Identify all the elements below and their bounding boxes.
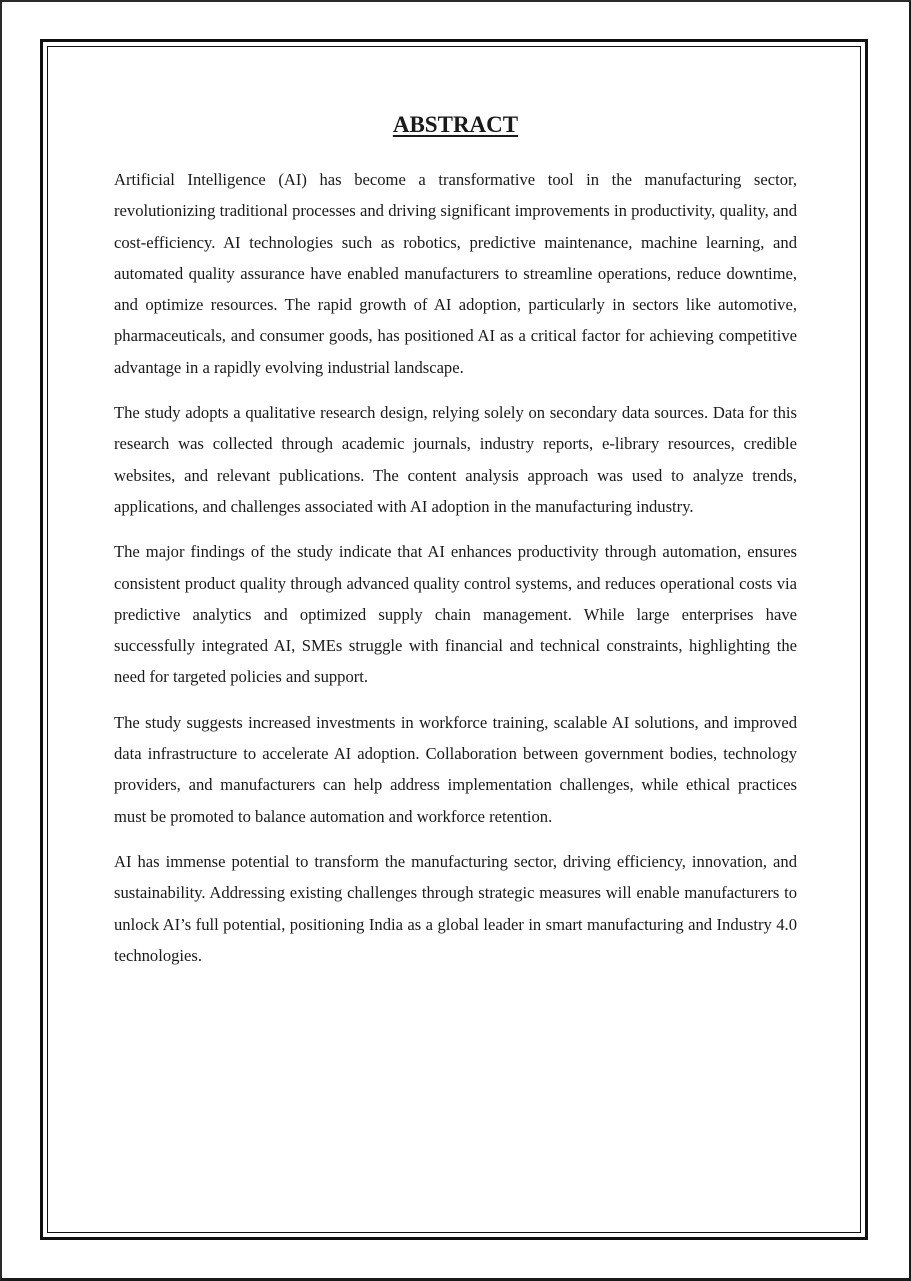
abstract-paragraph-1: Artificial Intelligence (AI) has become a transformative tool in the manufacturing sector, revolutionizing traditional processes and driving significant improvements in productivity, quality, and cost-efficiency. AI technologies such as robotics, predictive maintenance, machine learning, and automated quality assurance have enabled manufacturers to streamline operations, reduce downtime, and optimize resources. The rapid growth of AI adoption, particularly in sectors like automotive, pharmaceuticals, and consumer goods, has positioned AI as a critical factor for achieving competitive advantage in a rapidly evolving industrial landscape. (114, 170, 797, 377)
abstract-title: ABSTRACT (392, 112, 519, 137)
abstract-paragraph-2: The study adopts a qualitative research design, relying solely on secondary data sources. Data for this research was collected through academic journals, industry reports, e-library resources, credible websites, and relevant publications. The content analysis approach was used to analyze trends, applications, and challenges associated with AI adoption in the manufacturing industry. (114, 403, 797, 516)
abstract-content (114, 108, 797, 985)
abstract-paragraph-4: The study suggests increased investments in workforce training, scalable AI solutions, and improved data infrastructure to accelerate AI adoption. Collaboration between government bodies, technology providers, and manufacturers can help address implementation challenges, while ethical practices must be promoted to balance automation and workforce retention. (114, 712, 797, 826)
abstract-paragraph-5: AI has immense potential to transform the manufacturing sector, driving efficiency, innovation, and sustainability. Addressing existing challenges through strategic measures will enable manufacturers to unlock AI’s full potential, positioning India as a global leader in smart manufacturing and Industry 4.0 technologies. (114, 851, 797, 965)
abstract-paragraph-3: The major findings of the study indicate that AI enhances productivity through automation, ensures consistent product quality through advanced quality control systems, and reduces operational costs via predictive analytics and optimized supply chain management. While large enterprises have successfully integrated AI, SMEs struggle with financial and technical constraints, highlighting the need for targeted policies and support. (114, 542, 797, 687)
